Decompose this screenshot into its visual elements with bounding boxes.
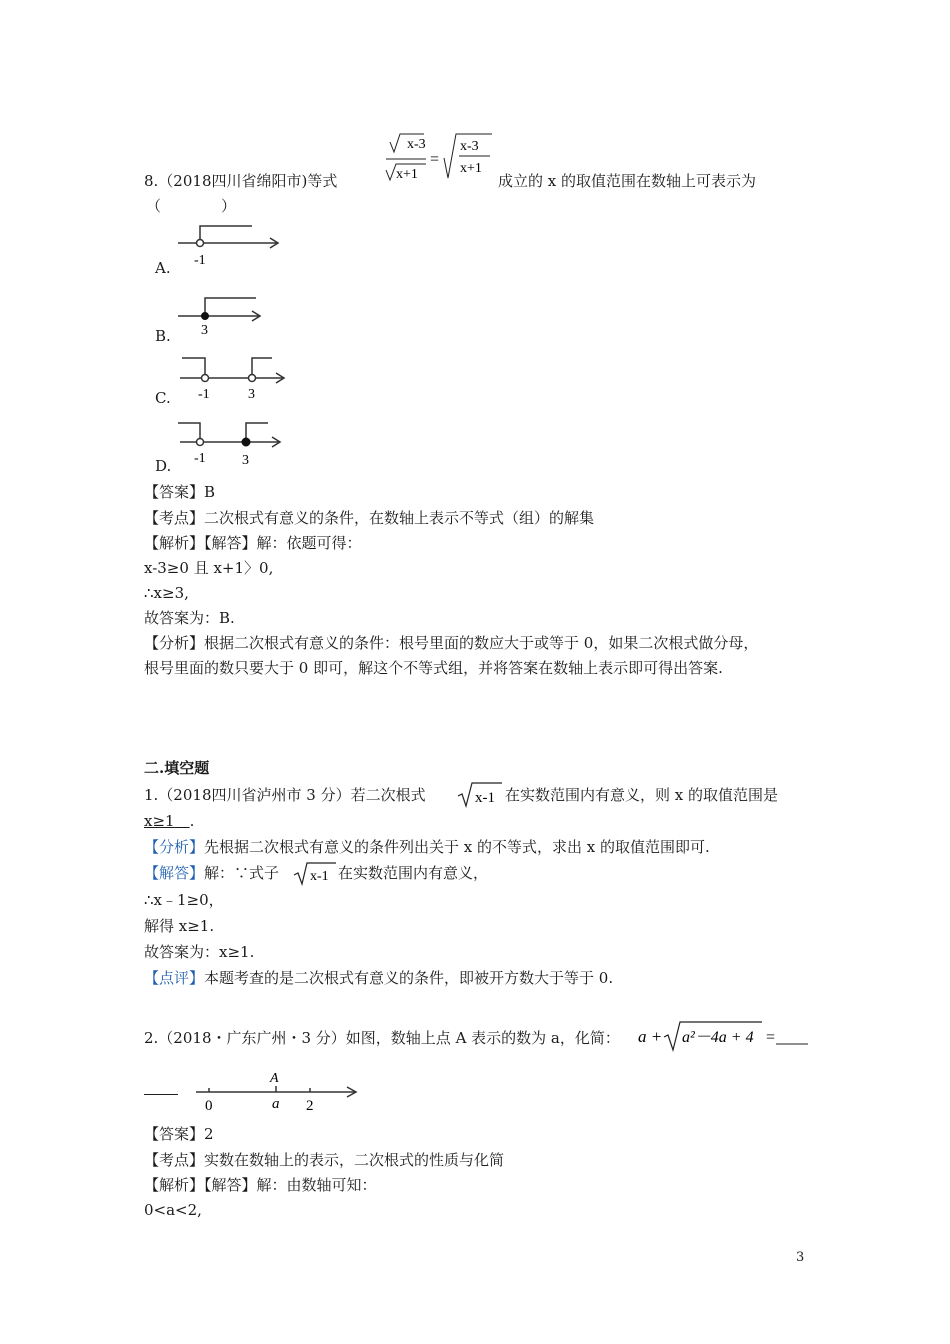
- expr-a: a +: [638, 1027, 663, 1046]
- radicand: x-1: [310, 869, 329, 884]
- label-a: a: [272, 1096, 280, 1112]
- q8-line3: 故答案为：B.: [144, 609, 235, 627]
- axis-label: -1: [198, 387, 210, 402]
- q2-expression: [634, 1018, 810, 1054]
- q2-jiexi: 【解析】【解答】解：由数轴可知：: [144, 1176, 377, 1194]
- q8-paren: （ ）: [146, 197, 237, 215]
- q8-suffix: 成立的 x 的取值范围在数轴上可表示为: [498, 172, 756, 190]
- q8-fenxi1: 【分析】根据二次根式有意义的条件：根号里面的数应大于或等于 0，如果二次根式做分母，: [144, 634, 759, 652]
- axis-label: -1: [194, 451, 206, 466]
- option-d-letter: D.: [155, 457, 172, 475]
- q2-answer: 【答案】2: [144, 1125, 214, 1143]
- fenxi-tag: 【分析】: [144, 838, 205, 856]
- open-point: [249, 375, 256, 382]
- radicand: x-1: [475, 790, 495, 806]
- q8-line2: ∴x≥3,: [144, 584, 189, 602]
- option-d-axis: [172, 416, 292, 468]
- option-a-letter: A.: [155, 259, 171, 277]
- q8-answer: 【答案】B: [144, 483, 216, 501]
- eq-rhs-den: x+1: [460, 161, 482, 176]
- q1-l3: 故答案为：x≥1.: [144, 943, 255, 961]
- answer-blank: x≥1: [144, 812, 175, 830]
- eq-rhs-num: x-3: [460, 139, 479, 154]
- eq-lhs-den: x+1: [396, 167, 418, 182]
- open-point: [202, 375, 209, 382]
- q1-fenxi: 【分析】先根据二次根式有意义的条件列出关于 x 的不等式，求出 x 的取值范围即可.: [144, 838, 710, 856]
- q8-equation: [380, 128, 500, 190]
- option-c-axis: [172, 350, 292, 404]
- q1-jieda: 【解答】解：∵式子: [144, 864, 280, 882]
- axis-label: 3: [201, 323, 208, 338]
- q2-number-line: [190, 1066, 370, 1114]
- page-number: 3: [796, 1250, 805, 1265]
- option-c-letter: C.: [155, 389, 171, 407]
- q1-l1: ∴x﹣1≥0，: [144, 891, 224, 909]
- q2-blank-continue: [144, 1094, 178, 1095]
- q8-prefix: 8.（2018四川省绵阳市)等式: [144, 172, 338, 190]
- open-point: [197, 240, 204, 247]
- q1-answer: x≥1 .: [144, 812, 195, 830]
- axis-label: -1: [194, 253, 206, 268]
- closed-point: [202, 313, 209, 320]
- q8-fenxi2: 根号里面的数只要大于 0 即可，解这个不等式组，并将答案在数轴上表示即可得出答案.: [144, 659, 723, 677]
- q1-l2: 解得 x≥1.: [144, 917, 215, 935]
- expr-eq: =: [766, 1029, 776, 1046]
- q8-line1: x-3≥0 且 x+1〉0,: [144, 559, 274, 577]
- label-A: A: [270, 1071, 279, 1086]
- label-two: 2: [306, 1098, 314, 1114]
- axis-label: 3: [248, 387, 255, 402]
- jieda-tag: 【解答】: [144, 864, 205, 882]
- option-a-axis: [170, 220, 290, 272]
- q1-text-b: 在实数范围内有意义，则 x 的取值范围是: [505, 786, 778, 804]
- eq-lhs-num: x-3: [407, 137, 426, 152]
- option-b-letter: B.: [155, 327, 171, 345]
- q2-text: 2.（2018・广东广州・3 分）如图，数轴上点 A 表示的数为 a，化简：: [144, 1029, 620, 1047]
- expr-radicand: a²－4a + 4: [682, 1029, 754, 1046]
- q8-jiexi: 【解析】【解答】解：依题可得：: [144, 534, 362, 552]
- q2-l1: 0<a<2,: [144, 1201, 202, 1219]
- q1-radical: [456, 780, 506, 808]
- dianping-tag: 【点评】: [144, 969, 205, 987]
- label-zero: 0: [205, 1098, 213, 1114]
- q1-text-a: 1.（2018四川省泸州市 3 分）若二次根式: [144, 786, 426, 804]
- q8-kaodian: 【考点】二次根式有意义的条件，在数轴上表示不等式（组）的解集: [144, 509, 595, 527]
- option-b-axis: [170, 290, 270, 342]
- q2-kaodian: 【考点】实数在数轴上的表示，二次根式的性质与化简: [144, 1151, 505, 1169]
- q1-dianping: 【点评】本题考查的是二次根式有意义的条件，即被开方数大于等于 0.: [144, 969, 614, 987]
- open-point: [197, 439, 204, 446]
- q1-jieda-radical: [292, 860, 340, 886]
- closed-point: [242, 438, 250, 446]
- section-title: 二.填空题: [144, 759, 210, 777]
- eq-equals: =: [430, 151, 440, 168]
- axis-label: 3: [242, 453, 249, 468]
- q1-jieda-b: 在实数范围内有意义，: [338, 864, 489, 882]
